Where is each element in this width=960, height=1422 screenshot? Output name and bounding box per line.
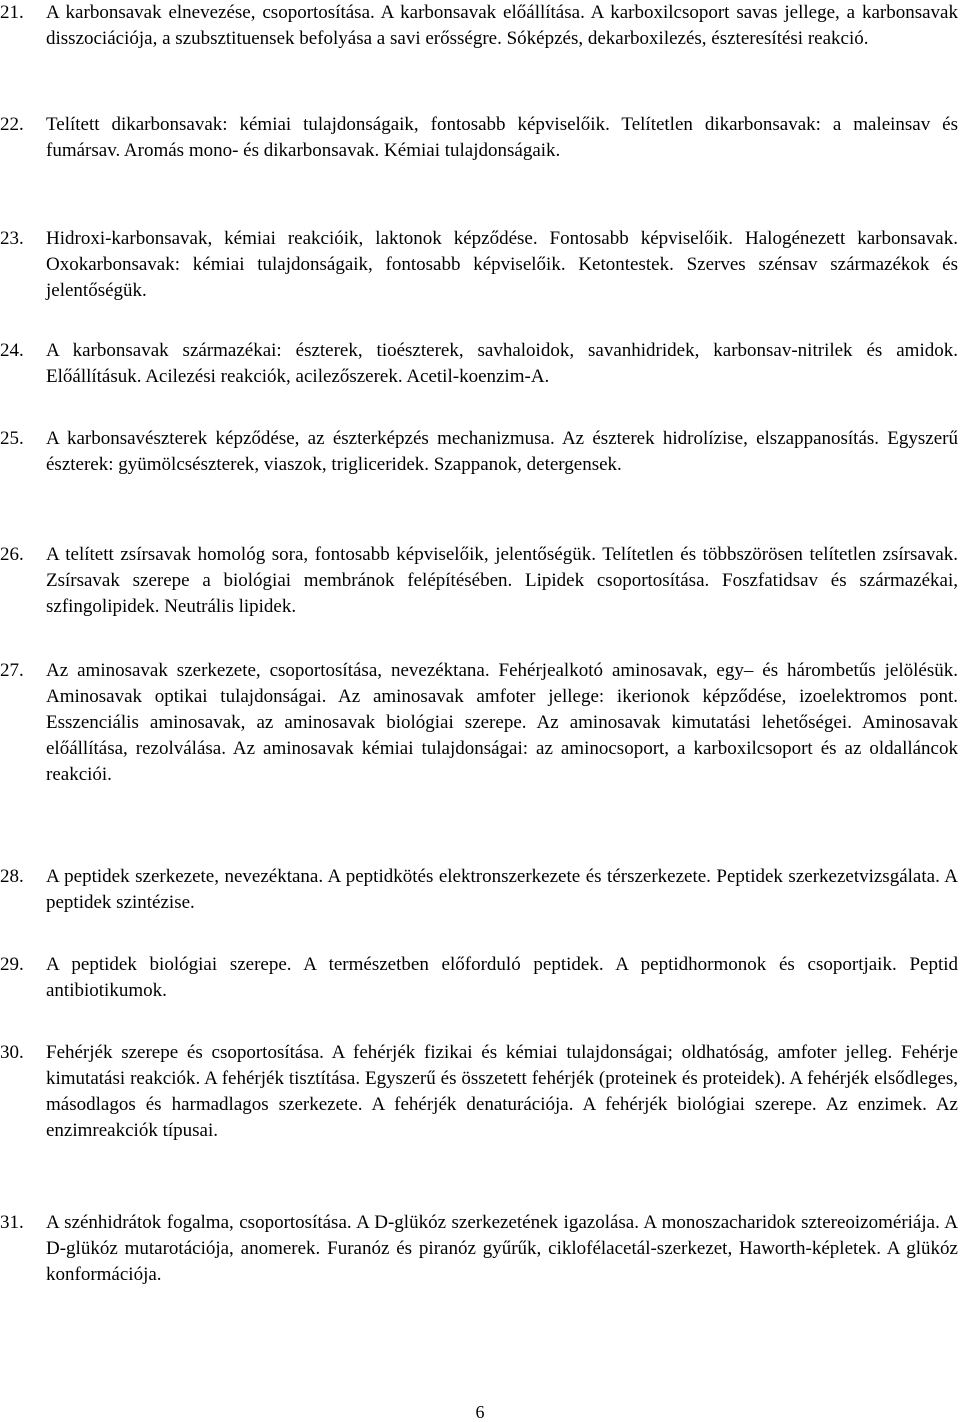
topic-item-27 — [0, 658, 958, 788]
item-number: 29. — [0, 954, 24, 975]
topic-item-22 — [0, 112, 958, 164]
item-text: A peptidek biológiai szerepe. A természetben előforduló peptidek. A peptidhormonok és csoportjaik. Peptid antibiotikumok. — [46, 954, 958, 1001]
topic-item-28 — [0, 864, 958, 916]
topic-item-29 — [0, 952, 958, 1004]
item-number: 27. — [0, 660, 24, 681]
page-number: 6 — [475, 1402, 485, 1422]
item-text: Az aminosavak szerkezete, csoportosítása, nevezéktana. Fehérjealkotó aminosavak, egy– és hárombetűs jelölésük. Aminosavak optikai tulajdonságai. Az aminosavak amfoter jellege: ikerionok képződése, izoelektromos pont. Esszenciális aminosavak, az aminosavak biológiai szerepe. Az aminosavak kimutatási lehetőségei. Aminosavak előállítása, rezolválása. Az aminosavak kémiai tulajdonságai: az aminocsoport, a karboxilcsoport és az oldalláncok reakciói. — [46, 660, 958, 785]
topic-item-23 — [0, 226, 958, 304]
item-text: A telített zsírsavak homológ sora, fontosabb képviselőik, jelentőségük. Telítetlen és többszörösen telítetlen zsírsavak. Zsírsavak szerepe a biológiai membránok felépítésében. Lipidek csoportosítása. Foszfatidsav és származékai, szfingolipidek. Neutrális lipidek. — [46, 544, 958, 617]
topic-item-24 — [0, 338, 958, 390]
topic-item-25 — [0, 426, 958, 478]
item-number: 22. — [0, 114, 24, 135]
item-number: 30. — [0, 1042, 24, 1063]
item-text: Fehérjék szerepe és csoportosítása. A fehérjék fizikai és kémiai tulajdonságai; oldhatóság, amfoter jelleg. Fehérje kimutatási reakciók. A fehérjék tisztítása. Egyszerű és összetett fehérjék (proteinek és proteidek). A fehérjék elsődleges, másodlagos és harmadlagos szerkezete. A fehérjék denaturációja. A fehérjék biológiai szerepe. Az enzimek. Az enzimreakciók típusai. — [46, 1042, 958, 1141]
item-text: A karbonsavak származékai: észterek, tioészterek, savhaloidok, savanhidridek, karbonsav-nitrilek és amidok. Előállításuk. Acilezési reakciók, acilezőszerek. Acetil-koenzim-A. — [46, 340, 958, 387]
item-text: Hidroxi-karbonsavak, kémiai reakcióik, laktonok képződése. Fontosabb képviselőik. Halogénezett karbonsavak. Oxokarbonsavak: kémiai tulajdonságaik, fontosabb képviselőik. Ketontestek. Szerves szénsav származékok és jelentőségük. — [46, 228, 958, 301]
item-number: 26. — [0, 544, 24, 565]
topic-item-31 — [0, 1210, 958, 1288]
item-text: Telített dikarbonsavak: kémiai tulajdonságaik, fontosabb képviselőik. Telítetlen dikarbonsavak: a maleinsav és fumársav. Aromás mono- és dikarbonsavak. Kémiai tulajdonságaik. — [46, 114, 958, 161]
topic-item-30 — [0, 1040, 958, 1144]
topic-item-21 — [0, 0, 958, 52]
item-text: A szénhidrátok fogalma, csoportosítása. A D-glükóz szerkezetének igazolása. A monoszacharidok sztereoizomériája. A D-glükóz mutarotációja, anomerek. Furanóz és piranóz gyűrűk, ciklofélacetál-szerkezet, Haworth-képletek. A glükóz konformációja. — [46, 1212, 958, 1285]
item-number: 23. — [0, 228, 24, 249]
item-number: 25. — [0, 428, 24, 449]
topic-item-26 — [0, 542, 958, 620]
item-number: 31. — [0, 1212, 24, 1233]
item-number: 28. — [0, 866, 24, 887]
item-text: A peptidek szerkezete, nevezéktana. A peptidkötés elektronszerkezete és térszerkezete. Peptidek szerkezetvizsgálata. A peptidek szintézise. — [46, 866, 958, 913]
item-text: A karbonsavészterek képződése, az észterképzés mechanizmusa. Az észterek hidrolízise, elszappanosítás. Egyszerű észterek: gyümölcsészterek, viaszok, trigliceridek. Szappanok, detergensek. — [46, 428, 958, 475]
item-number: 21. — [0, 2, 24, 23]
item-text: A karbonsavak elnevezése, csoportosítása. A karbonsavak előállítása. A karboxilcsoport savas jellege, a karbonsavak disszociációja, a szubsztituensek befolyása a savi erősségre. Sóképzés, dekarboxilezés, észteresítési reakció. — [46, 2, 958, 49]
item-number: 24. — [0, 340, 24, 361]
